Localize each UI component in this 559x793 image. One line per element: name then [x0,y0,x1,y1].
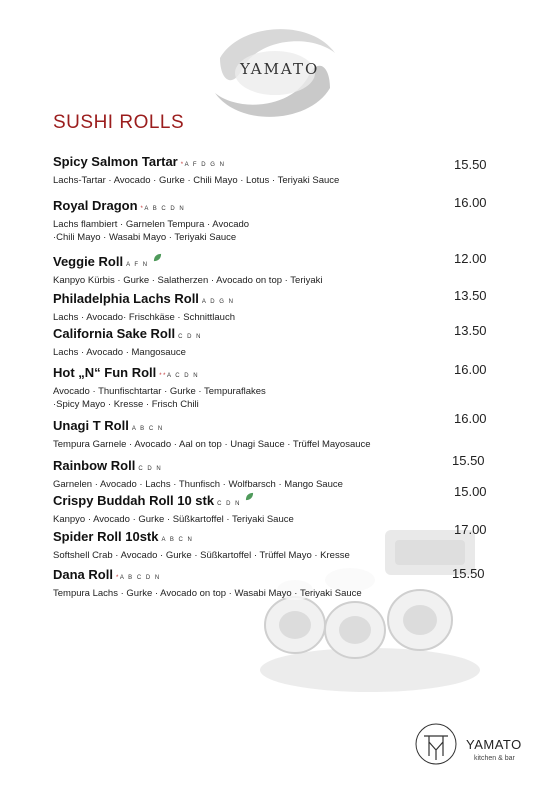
allergen-codes [132,426,164,432]
allergen-letters: A F D G N [184,162,226,168]
menu-item-price: 17.00 [454,522,487,537]
menu-item-name: Crispy Buddah Roll 10 stk [53,493,215,508]
allergen-letters: C D N [138,466,163,472]
menu-item-price: 15.50 [452,453,485,468]
menu-item-name: Royal Dragon [53,198,138,213]
menu-item-description: Tempura Garnele · Avocado · Aal on top · Unagi Sauce · Trüffel Mayosauce [53,439,371,450]
menu-item-price: 15.00 [454,484,487,499]
menu-item-price: 15.50 [452,566,485,581]
allergen-codes [141,206,186,212]
menu-item [53,528,493,562]
menu-item-description: Lachs-Tartar · Avocado · Gurke · Chili Mayo · Lotus · Teriyaki Sauce [53,175,340,186]
menu-item [53,417,493,451]
menu-item-price: 16.00 [454,411,487,426]
allergen-letters: A D G N [201,299,235,305]
allergen-codes [116,575,161,581]
brand-logo-text: YAMATO [240,60,320,78]
spicy-mark: ** [159,373,167,379]
menu-item [53,153,493,187]
allergen-letters: C D N [217,501,241,507]
menu-item-name: Spider Roll 10stk [53,529,159,544]
menu-item [53,197,493,244]
spicy-mark: * [140,206,145,212]
menu-item-name: Unagi T Roll [53,418,129,433]
menu-item-description: Lachs flambiert · Garnelen Tempura · Avocado ·Chili Mayo · Wasabi Mayo · Teriyaki Sauce [53,219,250,243]
menu-item-name: Philadelphia Lachs Roll [53,291,199,306]
menu-item-description: Kanpyo Kürbis · Gurke · Salatherzen · Avocado on top · Teriyaki [53,275,323,286]
menu-item [53,325,493,359]
menu-item-name: Hot „N“ Fun Roll [53,365,157,380]
allergen-codes [126,262,149,268]
menu-item [53,253,493,287]
menu-item [53,364,493,411]
menu-item-price: 13.50 [454,288,487,303]
menu-item [53,290,493,324]
allergen-letters: A B C D N [144,206,186,212]
menu-item-price: 12.00 [454,251,487,266]
allergen-codes [138,466,162,472]
allergen-letters: A B C N [131,426,164,432]
leaf-icon [245,492,254,501]
menu-item [53,566,493,600]
leaf-icon [153,253,162,262]
menu-item-price: 16.00 [454,195,487,210]
allergen-letters: C D N [178,334,202,340]
menu-item-description: Avocado · Thunfischtartar · Gurke · Tempuraflakes ·Spicy Mayo · Kresse · Frisch Chili [53,386,266,410]
allergen-codes [181,162,226,168]
menu-item [53,492,493,526]
menu-item-description: Softshell Crab · Avocado · Gurke · Süßkartoffel · Trüffel Mayo · Kresse [53,550,350,561]
allergen-letters: A C D N [166,373,200,379]
menu-item-price: 16.00 [454,362,487,377]
footer-subtitle: kitchen & bar [474,755,515,762]
allergen-letters: A F N [126,262,149,268]
allergen-codes [217,501,241,507]
menu-item-name: Spicy Salmon Tartar [53,154,178,169]
spicy-mark: * [115,575,120,581]
yamato-emblem-icon [414,722,458,766]
menu-item-description: Lachs · Avocado · Mangosauce [53,347,186,358]
spicy-mark: * [180,162,185,168]
allergen-codes [159,373,199,379]
menu-item-description: Kanpyo · Avocado · Gurke · Süßkartoffel · Teriyaki Sauce [53,514,294,525]
allergen-letters: A B C D N [119,575,161,581]
menu-item-description: Tempura Lachs · Gurke · Avocado on top · Wasabi Mayo · Teriyaki Sauce [53,588,362,599]
menu-item-description: Garnelen · Avocado · Lachs · Thunfisch · Wolfbarsch · Mango Sauce [53,479,343,490]
allergen-codes [178,334,202,340]
menu-item-price: 15.50 [454,157,487,172]
section-title: SUSHI ROLLS [53,112,185,133]
allergen-codes [161,537,193,543]
allergen-letters: A B C N [161,537,194,543]
allergen-codes [202,299,235,305]
menu-item-name: Rainbow Roll [53,458,136,473]
menu-item-name: California Sake Roll [53,326,176,341]
menu-item-name: Veggie Roll [53,254,124,269]
menu-item-description: Lachs · Avocado· Frischkäse · Schnittlauch [53,312,235,323]
menu-item-price: 13.50 [454,323,487,338]
footer-brand: YAMATO [466,737,522,752]
menu-item-name: Dana Roll [53,567,113,582]
menu-item [53,457,493,491]
